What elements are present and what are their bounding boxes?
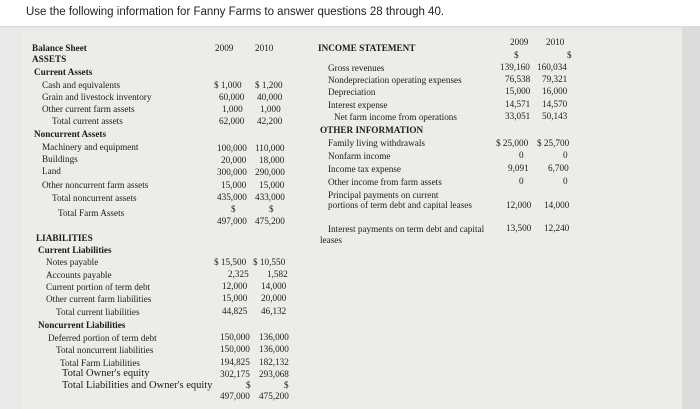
gross-revenues-label: Gross revenues	[328, 63, 385, 73]
land-label: Land	[42, 166, 61, 176]
assets-heading: ASSETS	[32, 54, 67, 64]
total-current-2010: 42,200	[257, 116, 283, 126]
principal-label-line1: Principal payments on current	[328, 190, 439, 200]
noncurrent-assets-heading: Noncurrent Assets	[34, 129, 107, 139]
grain-2010: 40,000	[257, 92, 283, 102]
other-income-label: Other income from farm assets	[328, 177, 442, 187]
noncurrent-liabilities-heading: Noncurrent Liabilities	[38, 320, 126, 330]
family-withdrawals-2010: $ 25,700	[537, 138, 570, 148]
nonfarm-income-label: Nonfarm income	[328, 151, 391, 161]
balance-sheet-title: Balance Sheet	[32, 43, 87, 53]
cash-2010: $ 1,200	[255, 80, 283, 90]
interest-term-label-line2: leases	[320, 235, 342, 245]
land-2009: 300,000	[217, 167, 247, 177]
assets-dollar-2010: $	[269, 204, 274, 214]
nonfarm-income-2009: 0	[519, 150, 524, 160]
total-noncurrent-2009: 435,000	[217, 192, 247, 202]
depreciation-label: Depreciation	[328, 87, 376, 97]
income-year-2010: 2010	[546, 37, 565, 47]
depreciation-2010: 16,000	[542, 86, 568, 96]
machinery-2010: 110,000	[255, 143, 285, 153]
liabilities-heading: LIABILITIES	[36, 233, 93, 243]
machinery-label: Machinery and equipment	[42, 142, 139, 152]
total-farm-assets-2010: 475,200	[255, 216, 285, 226]
current-liabilities-heading: Current Liabilities	[38, 245, 112, 255]
accounts-payable-2010: 1,582	[267, 269, 288, 279]
net-farm-income-2009: 33,051	[505, 111, 531, 121]
current-portion-2010: 14,000	[261, 281, 287, 291]
deferred-2009: 150,000	[220, 332, 250, 342]
total-noncurrent-label: Total noncurrent assets	[52, 193, 137, 203]
financial-statements-sheet	[22, 30, 682, 409]
total-current-liab-2009: 44,825	[222, 306, 248, 316]
total-farm-liab-2009: 194,825	[220, 357, 250, 367]
nondep-expenses-2010: 79,321	[542, 74, 568, 84]
accounts-payable-2009: 2,325	[228, 269, 249, 279]
income-dollar-2009: $	[514, 50, 519, 60]
notes-payable-label: Notes payable	[46, 257, 99, 267]
notes-payable-2010: $ 10,550	[253, 257, 286, 267]
buildings-2010: 18,000	[259, 155, 285, 165]
current-assets-heading: Current Assets	[34, 67, 93, 77]
machinery-2009: 100,000	[217, 143, 247, 153]
interest-expense-2009: 14,571	[505, 99, 531, 109]
grain-label: Grain and livestock inventory	[42, 92, 152, 102]
depreciation-2009: 15,000	[505, 86, 531, 96]
owners-equity-2009: 302,175	[220, 369, 250, 379]
other-current-2009: 1,000	[222, 104, 243, 114]
net-farm-income-label: Net farm income from operations	[334, 112, 457, 122]
principal-2010: 14,000	[544, 200, 570, 210]
other-current-liab-2009: 15,000	[222, 293, 248, 303]
total-noncurrent-liab-2010: 136,000	[259, 344, 289, 354]
other-income-2009: 0	[519, 176, 524, 186]
liab-dollar-2009: $	[246, 380, 251, 390]
interest-expense-2010: 14,570	[542, 99, 568, 109]
buildings-2009: 20,000	[221, 155, 247, 165]
income-statement-title: INCOME STATEMENT	[318, 43, 416, 53]
interest-expense-label: Interest expense	[328, 100, 388, 110]
owners-equity-label: Total Owner's equity	[62, 368, 150, 379]
other-noncurrent-2010: 15,000	[259, 180, 285, 190]
income-dollar-2010: $	[567, 50, 572, 60]
net-farm-income-2010: 50,143	[542, 111, 568, 121]
nonfarm-income-2010: 0	[563, 150, 568, 160]
total-noncurrent-liab-label: Total noncurrent liabilities	[56, 345, 154, 355]
income-tax-label: Income tax expense	[328, 164, 401, 174]
interest-term-2010: 12,240	[544, 223, 570, 233]
question-header	[0, 0, 700, 27]
total-liab-equity-2010: 475,200	[259, 391, 289, 401]
page-edge	[682, 26, 700, 409]
nondep-expenses-label: Nondepreciation operating expenses	[328, 75, 462, 85]
other-noncurrent-label: Other noncurrent farm assets	[42, 180, 149, 190]
principal-2009: 12,000	[506, 200, 532, 210]
accounts-payable-label: Accounts payable	[46, 270, 112, 280]
land-2010: 290,000	[255, 167, 285, 177]
gross-revenues-2009: 139,160	[500, 62, 530, 72]
cash-2009: $ 1,000	[214, 80, 242, 90]
cash-label: Cash and equivalents	[42, 80, 121, 90]
interest-term-label-line1: Interest payments on term debt and capital	[328, 224, 485, 234]
family-withdrawals-label: Family living withdrawals	[328, 138, 425, 148]
balance-year-2009: 2009	[215, 43, 234, 53]
income-tax-2010: 6,700	[548, 163, 569, 173]
total-liab-equity-2009: 497,000	[220, 391, 250, 401]
income-tax-2009: 9,091	[508, 163, 529, 173]
total-current-liab-2010: 46,132	[261, 306, 287, 316]
deferred-2010: 136,000	[259, 332, 289, 342]
total-noncurrent-2010: 433,000	[255, 192, 285, 202]
total-current-liab-label: Total current liabilities	[56, 307, 140, 317]
total-farm-liab-2010: 182,132	[259, 357, 289, 367]
total-liab-equity-label: Total Liabilities and Owner's equity	[62, 380, 213, 391]
other-income-2010: 0	[563, 176, 568, 186]
other-current-liab-label: Other current farm liabilities	[46, 294, 152, 304]
total-farm-assets-label: Total Farm Assets	[58, 208, 125, 218]
current-portion-label: Current portion of term debt	[46, 282, 151, 292]
total-farm-assets-2009: 497,000	[217, 216, 247, 226]
owners-equity-2010: 293,068	[259, 369, 289, 379]
total-noncurrent-liab-2009: 150,000	[220, 344, 250, 354]
balance-year-2010: 2010	[255, 43, 274, 53]
family-withdrawals-2009: $ 25,000	[496, 138, 529, 148]
gross-revenues-2010: 160,034	[537, 62, 567, 72]
other-noncurrent-2009: 15,000	[221, 180, 247, 190]
total-farm-liab-label: Total Farm Liabilities	[60, 358, 140, 368]
total-current-label: Total current assets	[52, 116, 123, 126]
total-current-2009: 62,000	[219, 116, 245, 126]
other-current-label: Other current farm assets	[42, 104, 135, 114]
other-current-liab-2010: 20,000	[261, 293, 287, 303]
buildings-label: Buildings	[42, 154, 78, 164]
other-current-2010: 1,000	[260, 104, 281, 114]
current-portion-2009: 12,000	[222, 281, 248, 291]
liab-dollar-2010: $	[284, 380, 289, 390]
other-information-heading: OTHER INFORMATION	[320, 125, 424, 135]
deferred-label: Deferred portion of term debt	[48, 333, 157, 343]
principal-label-line2: portions of term debt and capital leases	[328, 200, 472, 210]
assets-dollar-2009: $	[231, 204, 236, 214]
grain-2009: 60,000	[219, 92, 245, 102]
nondep-expenses-2009: 76,538	[505, 74, 531, 84]
notes-payable-2009: $ 15,500	[214, 257, 247, 267]
question-header-text: Use the following information for Fanny Farms to answer questions 28 through 40.	[26, 6, 445, 18]
income-year-2009: 2009	[510, 37, 529, 47]
interest-term-2009: 13,500	[506, 223, 532, 233]
